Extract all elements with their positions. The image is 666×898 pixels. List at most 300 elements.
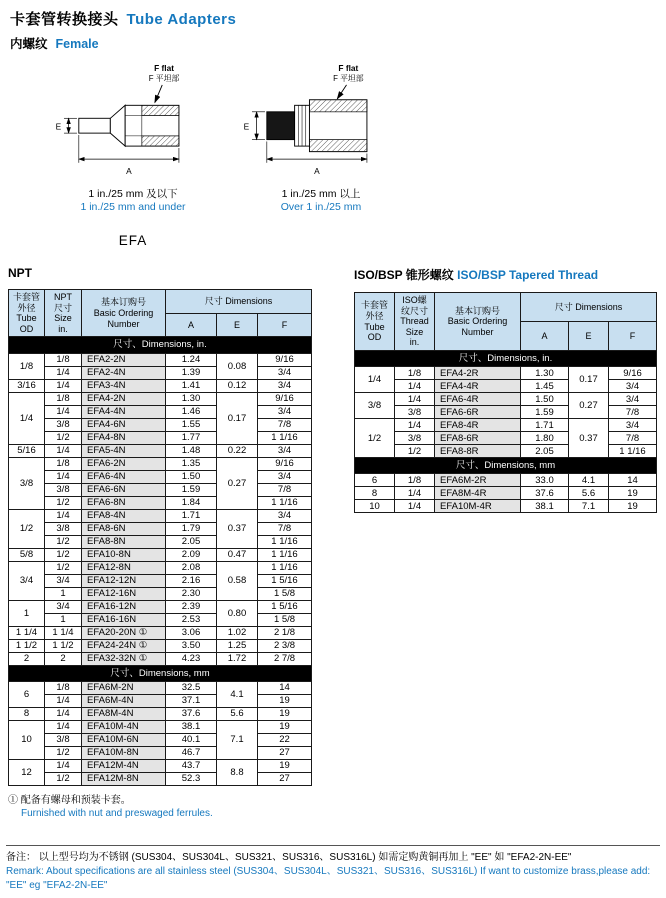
part-number-cell: EFA12-16N [82,587,166,600]
part-number-cell: EFA12-8N [82,561,166,574]
dim-a-cell: 1.45 [521,380,569,393]
table-row [9,759,312,772]
dim-f-cell: 2 3/8 [258,639,312,652]
f-flat-label-zh: F 平坦部 [332,74,364,84]
dim-f-cell: 27 [258,746,312,759]
dim-f-cell: 3/4 [609,393,657,406]
table-row [9,561,312,574]
dim-f-cell: 3/4 [258,366,312,379]
dim-e-cell: 0.17 [217,392,258,444]
dim-f-cell: 9/16 [609,367,657,380]
dim-f-cell: 3/4 [609,419,657,432]
dim-f-cell: 9/16 [258,392,312,405]
od-cell: 12 [9,759,45,785]
part-number-cell: EFA12M-8N [82,772,166,785]
size-cell: 1/4 [395,393,435,406]
table-row [9,431,312,444]
size-cell: 3/4 [45,574,82,587]
dim-e-cell: 0.08 [217,353,258,379]
part-number-cell: EFA24-24N ① [82,639,166,652]
size-cell: 1/4 [45,694,82,707]
npt-section [8,266,311,821]
section-label: 尺寸、Dimensions, mm [9,665,312,681]
part-number-cell: EFA4-2R [435,367,521,380]
dim-f-cell: 1 1/16 [609,445,657,458]
footnote-en: Furnished with nut and preswaged ferrules. [21,808,213,820]
od-cell: 3/16 [9,379,45,392]
caption-large-zh: 1 in./25 mm 以上 [281,188,361,200]
dim-a-cell: 1.71 [166,509,217,522]
dim-e-cell: 0.37 [569,419,609,458]
iso-table [354,292,657,513]
dim-f-cell: 2 1/8 [258,626,312,639]
dim-f-cell: 1 1/16 [258,496,312,509]
page-title-en: Tube Adapters [126,11,237,28]
table-row [9,746,312,759]
dim-e-cell: 0.80 [217,600,258,626]
remark-zh: 备注： 以上型号均为不锈钢 (SUS304、SUS304L、SUS321、SUS316、SUS316L) 如需定购黄铜再加上 "EE" 如 "EFA2-2N-EE" [6,852,572,863]
dim-a-cell: 33.0 [521,474,569,487]
section-row [9,665,312,681]
part-number-cell: EFA4-2N [82,392,166,405]
size-cell: 3/8 [45,418,82,431]
size-cell: 1/4 [45,444,82,457]
dim-f-cell: 7/8 [609,406,657,419]
dim-f-cell: 9/16 [258,353,312,366]
od-cell: 1/4 [9,392,45,444]
od-cell: 1/2 [355,419,395,458]
dim-f-cell: 1 1/16 [258,535,312,548]
section-row [355,351,657,367]
adapter-drawing-large [239,60,404,184]
dim-a-cell: 1.46 [166,405,217,418]
npt-col-f: F [258,313,312,337]
size-cell: 1/2 [395,445,435,458]
dim-f-cell: 14 [609,474,657,487]
dim-e-cell: 1.72 [217,652,258,665]
dim-a-cell: 1.71 [521,419,569,432]
od-cell: 6 [355,474,395,487]
dim-a-cell: 32.5 [166,681,217,694]
section-label: 尺寸、Dimensions, in. [9,337,312,353]
table-row [9,720,312,733]
dim-e-label: E [55,121,61,132]
size-cell: 1/4 [45,759,82,772]
dim-a-cell: 46.7 [166,746,217,759]
part-number-cell: EFA20-20N ① [82,626,166,639]
dim-f-cell: 22 [258,733,312,746]
page-subtitle-zh: 内螺纹 [10,37,48,51]
section-label: 尺寸、Dimensions, mm [355,458,657,474]
dim-a-cell: 1.55 [166,418,217,431]
table-row [9,379,312,392]
dim-f-cell: 14 [258,681,312,694]
size-cell: 1/4 [395,380,435,393]
size-cell: 1 1/4 [45,626,82,639]
dim-f-cell: 1 1/16 [258,548,312,561]
dim-a-cell: 37.1 [166,694,217,707]
table-row [9,522,312,535]
npt-dimensions-header: 尺寸 Dimensions [166,290,312,314]
size-cell: 3/8 [395,432,435,445]
dim-f-cell: 7/8 [609,432,657,445]
size-cell: 2 [45,652,82,665]
size-cell: 1/2 [45,496,82,509]
remark [6,845,660,893]
dim-f-cell: 19 [609,487,657,500]
part-number-cell: EFA6-6R [435,406,521,419]
dim-a-cell: 2.53 [166,613,217,626]
dim-a-cell: 2.39 [166,600,217,613]
part-number-cell: EFA6-6N [82,483,166,496]
iso-label-en: ISO/BSP Tapered Thread [457,268,599,282]
dim-f-cell: 1 5/8 [258,587,312,600]
dim-a-cell: 38.1 [166,720,217,733]
od-cell: 1 1/4 [9,626,45,639]
dim-e-cell: 1.25 [217,639,258,652]
size-cell: 1/4 [45,366,82,379]
dim-e-cell: 0.22 [217,444,258,457]
diagram-small-adapter [48,60,218,213]
part-number-cell: EFA5-4N [82,444,166,457]
dim-a-cell: 37.6 [166,707,217,720]
dim-a-label: A [313,165,320,176]
caption-small-zh: 1 in./25 mm 及以下 [88,188,178,200]
table-row [9,613,312,626]
dim-e-cell: 0.58 [217,561,258,600]
size-cell: 1/4 [395,500,435,513]
dim-f-cell: 7/8 [258,522,312,535]
part-number-cell: EFA8M-4N [82,707,166,720]
dim-f-cell: 19 [258,694,312,707]
size-cell: 1/4 [395,419,435,432]
od-cell: 2 [9,652,45,665]
dim-a-cell: 2.30 [166,587,217,600]
od-cell: 3/4 [9,561,45,600]
remark-en: Remark: About specifications are all stainless steel (SUS304、SUS304L、SUS321、SUS316、SUS316L) If want to customize brass,please add: "EE" eg "EFA2-2N-EE" [6,866,651,891]
dim-f-cell: 27 [258,772,312,785]
dim-a-cell: 52.3 [166,772,217,785]
dim-a-cell: 2.08 [166,561,217,574]
iso-col-e: E [569,322,609,351]
dim-f-cell: 19 [258,759,312,772]
dim-a-cell: 1.41 [166,379,217,392]
f-flat-label-en: F flat [153,63,174,74]
header-row [9,290,312,314]
dim-a-cell: 1.59 [166,483,217,496]
dim-a-cell: 40.1 [166,733,217,746]
size-cell: 1/2 [45,548,82,561]
size-cell: 3/8 [45,483,82,496]
dim-a-cell: 37.6 [521,487,569,500]
dim-f-cell: 1 5/16 [258,574,312,587]
iso-dimensions-header: 尺寸 Dimensions [521,293,657,322]
size-cell: 1/2 [45,746,82,759]
part-number-cell: EFA10M-8N [82,746,166,759]
page-subtitle-en: Female [55,37,99,51]
table-row [355,445,657,458]
size-cell: 1/4 [45,707,82,720]
dim-f-cell: 1 1/16 [258,431,312,444]
iso-table-container [354,292,656,513]
part-number-cell: EFA2-4N [82,366,166,379]
dim-e-cell: 0.17 [569,367,609,393]
dim-a-cell: 3.06 [166,626,217,639]
table-row [355,380,657,393]
table-row [355,432,657,445]
part-number-cell: EFA6M-2N [82,681,166,694]
dim-a-cell: 2.16 [166,574,217,587]
table-row [9,509,312,522]
table-row [9,733,312,746]
dim-a-cell: 1.30 [521,367,569,380]
f-flat-label-en: F flat [337,63,358,74]
part-number-cell: EFA6-4R [435,393,521,406]
part-number-cell: EFA8-4N [82,509,166,522]
dim-e-cell: 7.1 [217,720,258,759]
part-number-cell: EFA8-4R [435,419,521,432]
dim-f-cell: 3/4 [258,405,312,418]
table-row [9,418,312,431]
iso-col-a: A [521,322,569,351]
od-cell: 3/8 [355,393,395,419]
npt-size-header: NPT 尺寸 Size in. [45,290,82,337]
iso-section [354,266,656,513]
f-flat-label-zh: F 平坦部 [148,74,179,84]
table-row [9,600,312,613]
size-cell: 1/8 [395,474,435,487]
part-number-cell: EFA6-8N [82,496,166,509]
iso-col-f: F [609,322,657,351]
dim-a-cell: 3.50 [166,639,217,652]
size-cell: 1/2 [45,772,82,785]
part-number-cell: EFA4-8N [82,431,166,444]
part-number-cell: EFA12-12N [82,574,166,587]
part-number-cell: EFA4-4N [82,405,166,418]
iso-part-header: 基本订购号 Basic Ordering Number [435,293,521,351]
table-row [9,694,312,707]
dim-e-cell: 7.1 [569,500,609,513]
od-cell: 10 [9,720,45,759]
table-row [9,470,312,483]
dim-f-cell: 3/4 [258,444,312,457]
part-number-cell: EFA32-32N ① [82,652,166,665]
table-row [9,772,312,785]
dim-a-cell: 38.1 [521,500,569,513]
table-row [9,496,312,509]
dim-f-cell: 19 [609,500,657,513]
dim-f-cell: 2 7/8 [258,652,312,665]
table-row [355,487,657,500]
size-cell: 1/2 [45,535,82,548]
section-label: 尺寸、Dimensions, in. [355,351,657,367]
dim-f-cell: 3/4 [609,380,657,393]
table-row [9,548,312,561]
size-cell: 1/4 [45,470,82,483]
iso-label [354,266,656,283]
size-cell: 1/4 [45,379,82,392]
dim-e-cell: 0.27 [569,393,609,419]
table-row [9,457,312,470]
table-row [9,483,312,496]
od-cell: 8 [355,487,395,500]
dim-a-cell: 1.39 [166,366,217,379]
footnote-zh: ① 配备有螺母和预装卡套。 [8,794,131,806]
dim-a-cell: 1.79 [166,522,217,535]
dim-a-cell: 1.80 [521,432,569,445]
table-row [9,639,312,652]
dim-e-cell: 0.12 [217,379,258,392]
part-number-cell: EFA6M-2R [435,474,521,487]
table-row [9,535,312,548]
dim-e-cell: 4.1 [569,474,609,487]
dim-f-cell: 7/8 [258,418,312,431]
dim-a-cell: 2.05 [521,445,569,458]
part-number-cell: EFA8-6N [82,522,166,535]
footnote [8,794,311,821]
header-row [355,293,657,322]
npt-table [8,289,312,786]
caption-large-en: Over 1 in./25 mm [280,201,362,213]
table-row [9,707,312,720]
table-row [9,444,312,457]
part-number-cell: EFA10M-6N [82,733,166,746]
part-number-cell: EFA4-6N [82,418,166,431]
table-row [355,406,657,419]
part-number-cell: EFA16-12N [82,600,166,613]
table-row [9,681,312,694]
dim-f-cell: 19 [258,720,312,733]
npt-table-container [8,289,311,786]
dim-a-cell: 43.7 [166,759,217,772]
dim-a-cell: 4.23 [166,652,217,665]
dim-a-cell: 2.09 [166,548,217,561]
od-cell: 1/2 [9,509,45,548]
dim-a-cell: 1.59 [521,406,569,419]
part-number-cell: EFA10M-4R [435,500,521,513]
iso-label-zh: ISO/BSP 锥形螺纹 [354,268,454,282]
iso-size-header: ISO螺 纹尺寸 Thread Size in. [395,293,435,351]
size-cell: 1/4 [45,509,82,522]
od-cell: 6 [9,681,45,707]
table-row [9,405,312,418]
npt-col-a: A [166,313,217,337]
dim-e-cell: 0.47 [217,548,258,561]
dim-a-cell: 1.35 [166,457,217,470]
dim-e-cell: 8.8 [217,759,258,785]
npt-col-e: E [217,313,258,337]
part-number-cell: EFA3-4N [82,379,166,392]
part-number-cell: EFA6-2N [82,457,166,470]
table-row [9,652,312,665]
part-number-cell: EFA8-8R [435,445,521,458]
table-row [9,392,312,405]
table-row [9,587,312,600]
npt-part-header: 基本订购号 Basic Ordering Number [82,290,166,337]
dim-a-cell: 1.77 [166,431,217,444]
size-cell: 3/8 [395,406,435,419]
od-cell: 3/8 [9,457,45,509]
table-row [9,353,312,366]
npt-od-header: 卡套管 外径 Tube OD [9,290,45,337]
section-row [9,337,312,353]
size-cell: 1/8 [45,353,82,366]
table-row [355,500,657,513]
size-cell: 1/2 [45,561,82,574]
section-row [355,458,657,474]
dim-f-cell: 1 1/16 [258,561,312,574]
od-cell: 5/8 [9,548,45,561]
dim-a-cell: 1.50 [166,470,217,483]
size-cell: 1/4 [45,720,82,733]
size-cell: 3/8 [45,522,82,535]
dim-e-cell: 4.1 [217,681,258,707]
part-number-cell: EFA12M-4N [82,759,166,772]
iso-od-header: 卡套管 外径 Tube OD [355,293,395,351]
dim-e-label: E [243,121,249,132]
technical-drawings [48,60,406,213]
part-number-cell: EFA16-16N [82,613,166,626]
table-row [9,574,312,587]
dim-a-cell: 1.30 [166,392,217,405]
dim-e-cell: 5.6 [569,487,609,500]
series-label: EFA [118,233,148,248]
part-number-cell: EFA6M-4N [82,694,166,707]
table-row [355,474,657,487]
part-number-cell: EFA10M-4N [82,720,166,733]
table-row [355,419,657,432]
od-cell: 1 1/2 [9,639,45,652]
od-cell: 1/8 [9,353,45,379]
page-subtitle [10,34,99,52]
od-cell: 5/16 [9,444,45,457]
size-cell: 1/2 [45,431,82,444]
size-cell: 1/8 [395,367,435,380]
size-cell: 1/8 [45,392,82,405]
od-cell: 8 [9,707,45,720]
od-cell: 1 [9,600,45,626]
adapter-drawing-small [51,60,216,184]
part-number-cell: EFA6-4N [82,470,166,483]
od-cell: 10 [355,500,395,513]
size-cell: 1 [45,613,82,626]
dim-a-cell: 1.24 [166,353,217,366]
page-title [10,8,236,29]
dim-f-cell: 3/4 [258,509,312,522]
dim-f-cell: 7/8 [258,483,312,496]
part-number-cell: EFA8-6R [435,432,521,445]
table-row [355,367,657,380]
size-cell: 3/4 [45,600,82,613]
part-number-cell: EFA8M-4R [435,487,521,500]
size-cell: 1 [45,587,82,600]
part-number-cell: EFA2-2N [82,353,166,366]
part-number-cell: EFA4-4R [435,380,521,393]
npt-label: NPT [8,266,32,280]
size-cell: 3/8 [45,733,82,746]
od-cell: 1/4 [355,367,395,393]
part-number-cell: EFA10-8N [82,548,166,561]
dim-e-cell: 0.37 [217,509,258,548]
table-row [355,393,657,406]
size-cell: 1/8 [45,457,82,470]
page-title-zh: 卡套管转换接头 [10,11,119,28]
size-cell: 1/4 [45,405,82,418]
dim-f-cell: 3/4 [258,470,312,483]
diagram-large-adapter [236,60,406,213]
dim-a-cell: 2.05 [166,535,217,548]
dim-e-cell: 5.6 [217,707,258,720]
